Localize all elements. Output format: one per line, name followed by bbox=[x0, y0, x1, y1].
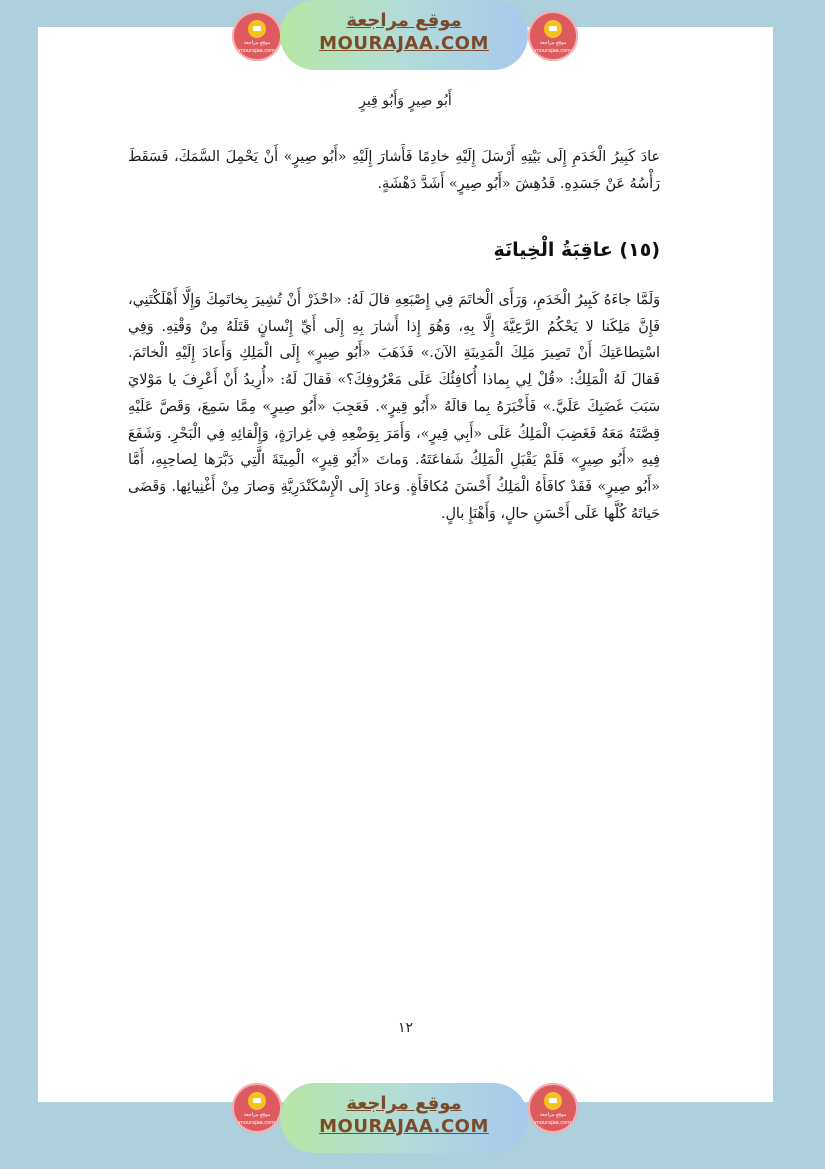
badge-label-ar: موقع مراجعة bbox=[243, 1112, 271, 1118]
running-title: أَبُو صِيرٍ وَأَبُو قِيرٍ bbox=[359, 93, 452, 109]
site-name-ar[interactable]: موقع مراجعة bbox=[346, 1093, 462, 1114]
site-banner-top[interactable] bbox=[280, 0, 528, 70]
badge-label-en: mourajaa.com bbox=[238, 48, 275, 54]
chat-icon bbox=[248, 1092, 266, 1110]
chat-icon bbox=[544, 1092, 562, 1110]
badge-label-en: mourajaa.com bbox=[534, 1120, 571, 1126]
chapter-heading: (١٥) عاقِبَةُ الْخِيانَةِ bbox=[493, 239, 660, 261]
paragraph-1: عادَ كَبِيرُ الْخَدَمِ إِلَى بَيْتِهِ أَرْسَلَ إِلَيْهِ خادِمًا فَأَشارَ إِلَيْهِ «أَبُو صِيرٍ» أَنْ يَحْمِلَ السَّمَكَ، فَسَقَطَ رَأْسُهُ عَنْ جَسَدِهِ. فَدُهِشَ «أَبُو صِيرٍ» أَشَدَّ دَهْشَةٍ. bbox=[128, 149, 660, 192]
badge-label-ar: موقع مراجعة bbox=[243, 40, 271, 46]
site-logo-badge-right[interactable] bbox=[528, 11, 578, 61]
badge-label-ar: موقع مراجعة bbox=[539, 40, 567, 46]
site-logo-badge-right-bottom[interactable] bbox=[528, 1083, 578, 1133]
badge-label-en: mourajaa.com bbox=[534, 48, 571, 54]
page-number: ١٢ bbox=[397, 1020, 414, 1036]
site-name-en[interactable]: MOURAJAA.COM bbox=[319, 1116, 489, 1137]
chat-icon bbox=[544, 20, 562, 38]
site-name-ar[interactable]: موقع مراجعة bbox=[346, 10, 462, 31]
site-name-en[interactable]: MOURAJAA.COM bbox=[319, 33, 489, 54]
badge-label-ar: موقع مراجعة bbox=[539, 1112, 567, 1118]
paragraph-2: وَلَمَّا جاءَهُ كَبِيرُ الْخَدَمِ، وَرَأَى الْخاتَمَ فِي إِصْبَعِهِ قالَ لَهُ: «احْذَرْ أَنْ تُشِيرَ بِخاتَمِكَ وَإِلَّا أَهْلَكْتَنِي، فَإِنَّ مَلِكَنا لا يَحْكُمُ الرَّعِيَّةَ إِلَّا بِهِ، وَهُوَ إِذا أَشارَ بِهِ إِلَى أَيِّ إِنْسانٍ قَتَلَهُ مِنْ وَقْتِهِ. وَفِي اسْتِطاعَتِكَ أَنْ تَصِيرَ مَلِكَ الْمَدِينَةِ الآنَ.» فَذَهَبَ «أَبُو صِيرٍ» إِلَى الْمَلِكِ وَأَعادَ إِلَيْهِ الْخاتَمَ. فَقالَ لَهُ الْمَلِكُ: «قُلْ لِي بِماذا أُكافِئُكَ عَلَى مَعْرُوفِكَ؟» فَقالَ لَهُ: «أُرِيدُ أَنْ أَعْرِفَ يا مَوْلايَ سَبَبَ غَضَبِكَ عَلَيَّ.» فَأَخْبَرَهُ بِما قالَهُ «أَبُو قِيرٍ». فَعَجِبَ «أَبُو صِيرٍ» مِمَّا سَمِعَ، وَقَصَّ عَلَيْهِ قِصَّتَهُ مَعَهُ فَغَضِبَ الْمَلِكُ عَلَى «أَبِي قِيرٍ»، وَأَمَرَ بِوَضْعِهِ فِي غِرارَةٍ، وَإِلْقائِهِ فِي الْبَحْرِ. وَشَفَعَ فِيهِ «أَبُو صِيرٍ» فَلَمْ يَقْبَلِ الْمَلِكُ شَفاعَتَهُ. وَماتَ «أَبُو قِيرٍ» الْمِيتَةَ الَّتِي دَبَّرَها لِصاحِبِهِ، أَمَّا «أَبُو صِيرٍ» فَقَدْ كافَأَهُ الْمَلِكُ أَحْسَنَ مُكافَأَةٍ. وَعادَ إِلَى الْإِسْكَنْدَرِيَّةِ وَصارَ مِنْ أَغْنِيائِها. وَقَضَى حَياتَهُ كُلَّها عَلَى أَحْسَنِ حالٍ، وَأَهْنَإِ بالٍ. bbox=[128, 292, 660, 522]
site-logo-badge-left[interactable] bbox=[232, 11, 282, 61]
site-banner-bottom[interactable] bbox=[280, 1083, 528, 1153]
site-logo-badge-left-bottom[interactable] bbox=[232, 1083, 282, 1133]
chat-icon bbox=[248, 20, 266, 38]
badge-label-en: mourajaa.com bbox=[238, 1120, 275, 1126]
